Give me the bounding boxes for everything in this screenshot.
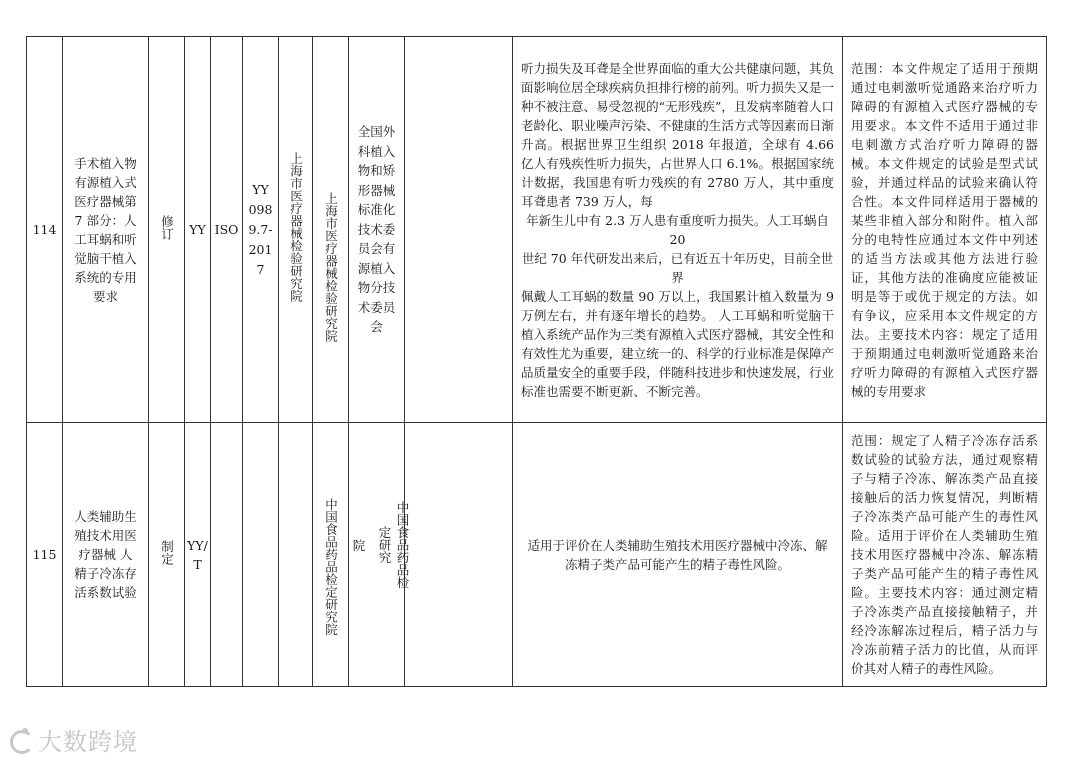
drafting-org: 上海市医疗器械检验研究院 (288, 152, 304, 302)
standard-prefix-cell (185, 423, 211, 687)
scope-text: 范围：本文件规定了适用于预期通过电刺激听觉通路来治疗听力障碍的有源植入式医疗器械的专用要求。本文件不适用于通过非电刺激方式治疗听力障碍的器械。本文件规定的试验是型式试验，并通过样品的试验来确认符合性。本文件同样适用于器械的某些非植入部分和附件。植入部分的电特性应通过本文件中列述的适当方法或其他方法进行验证，其他方法的准确度应能被证明是等于或优于规定的方法。如有争议，应采用本文件规定的方法。主要技术内容：规定了适用于预期通过电刺激听觉通路来治疗听力障碍的有源植入式医疗器械的专用要求 (851, 60, 1038, 399)
replaced-standard: YY 0989.7-2017 (248, 181, 273, 277)
table-row (27, 37, 1047, 423)
project-type-cell (149, 423, 185, 687)
blank-cell (405, 423, 513, 687)
committee-line: 中国食品药品检定研究 (377, 501, 410, 589)
purpose-paragraph: 年新生儿中有 2.3 万人患有重度听力损失。人工耳蜗自 20 (526, 212, 829, 247)
committee-line: 院 (351, 538, 366, 552)
responsible-unit: 中国食品药品检定研究院 (323, 498, 339, 636)
purpose-cell (513, 37, 843, 423)
project-type-cell (149, 37, 185, 423)
committee-cell (349, 423, 410, 687)
committee: 全国外科植入物和矫形器械标准化技术委员会有源植入物分技术委员会 (357, 124, 396, 335)
scope-cell (843, 37, 1047, 423)
standard-name-cell (63, 37, 149, 423)
standard-name: 手术植入物有源植入式医疗器械第 7 部分：人工耳蜗和听觉脑干植入系统的专用要求 (74, 155, 137, 304)
replaced-standard-cell (243, 423, 279, 687)
watermark-text: 大数跨境 (38, 728, 138, 756)
adoption-cell: ISO (211, 37, 243, 423)
drafting-org-cell (279, 423, 313, 687)
responsible-unit: 上海市医疗器械检验研究院 (323, 192, 339, 342)
row-number: 115 (27, 423, 63, 687)
adoption-cell (211, 423, 243, 687)
blank-cell (405, 37, 513, 423)
responsible-unit-cell (313, 423, 349, 687)
watermark (8, 722, 138, 757)
drafting-org-cell (279, 37, 313, 423)
purpose-paragraph: 适用于评价在人类辅助生殖技术用医疗器械中冷冻、解冻精子类产品可能产生的精子毒性风险。 (527, 537, 828, 572)
scope-cell (843, 423, 1047, 687)
committee (349, 497, 411, 593)
standard-name-cell (63, 423, 149, 687)
responsible-unit-cell (313, 37, 349, 423)
committee-cell (349, 37, 405, 423)
standard-prefix: YY (185, 37, 211, 423)
purpose-paragraph: 佩戴人工耳蜗的数量 90 万以上，我国累计植入数量为 9 万例左右，并有逐年增长的趋势。 人工耳蜗和听觉脑干植入系统产品作为三类有源植入式医疗器械，其安全性和有效性尤为重要，建立统一的、科学的行业标准是保障产品质量安全的重要手段，伴随科技进步和快速发展，行业标准也需要不断更新、不断完善。 (521, 288, 834, 399)
project-type: 修订 (159, 214, 175, 240)
purpose-paragraph: 世纪 70 年代研发出来后，已有近五十年历史，目前全世界 (521, 250, 834, 285)
standards-table (26, 36, 1047, 687)
replaced-standard-cell (243, 37, 279, 423)
row-number: 114 (27, 37, 63, 423)
standard-prefix: YY/T (187, 537, 208, 572)
table-row (27, 423, 1047, 687)
scope-text: 范围：规定了人精子冷冻存活系数试验的试验方法，通过观察精子与精子冷冻、解冻类产品直接接触后的活力恢复情况，判断精子冷冻类产品可能产生的毒性风险。适用于评价在人类辅助生殖技术用医疗器械中冷冻、解冻精子类产品可能产生的精子毒性风险。主要技术内容：通过测定精子冷冻类产品直接接触精子，并经冷冻解冻过程后，精子活力与冷冻前精子活力的比值，从而评价其对人精子的毒性风险。 (851, 433, 1038, 676)
project-type: 制定 (159, 539, 175, 565)
purpose-paragraph: 听力损失及耳聋是全世界面临的重大公共健康问题，其负面影响位居全球疾病负担排行榜的前列。听力损失又是一种不被注意、易受忽视的“无形残疾”，且发病率随着人口老龄化、职业噪声污染、不健康的生活方式等因素而日渐升高。根据世界卫生组织 2018 年报道，全球有 4.66 亿人有残疾性听力损失，占世界人口 6.1%。根据国家统计数据，我国患有听力残疾的有 2780 万人，其中重度耳聋患者 739 万人，每 (521, 60, 834, 209)
cloud-swirl-icon (8, 728, 32, 752)
standard-name: 人类辅助生殖技术用医疗器械 人精子冷冻存活系数试验 (74, 509, 137, 600)
purpose-cell (513, 423, 843, 687)
